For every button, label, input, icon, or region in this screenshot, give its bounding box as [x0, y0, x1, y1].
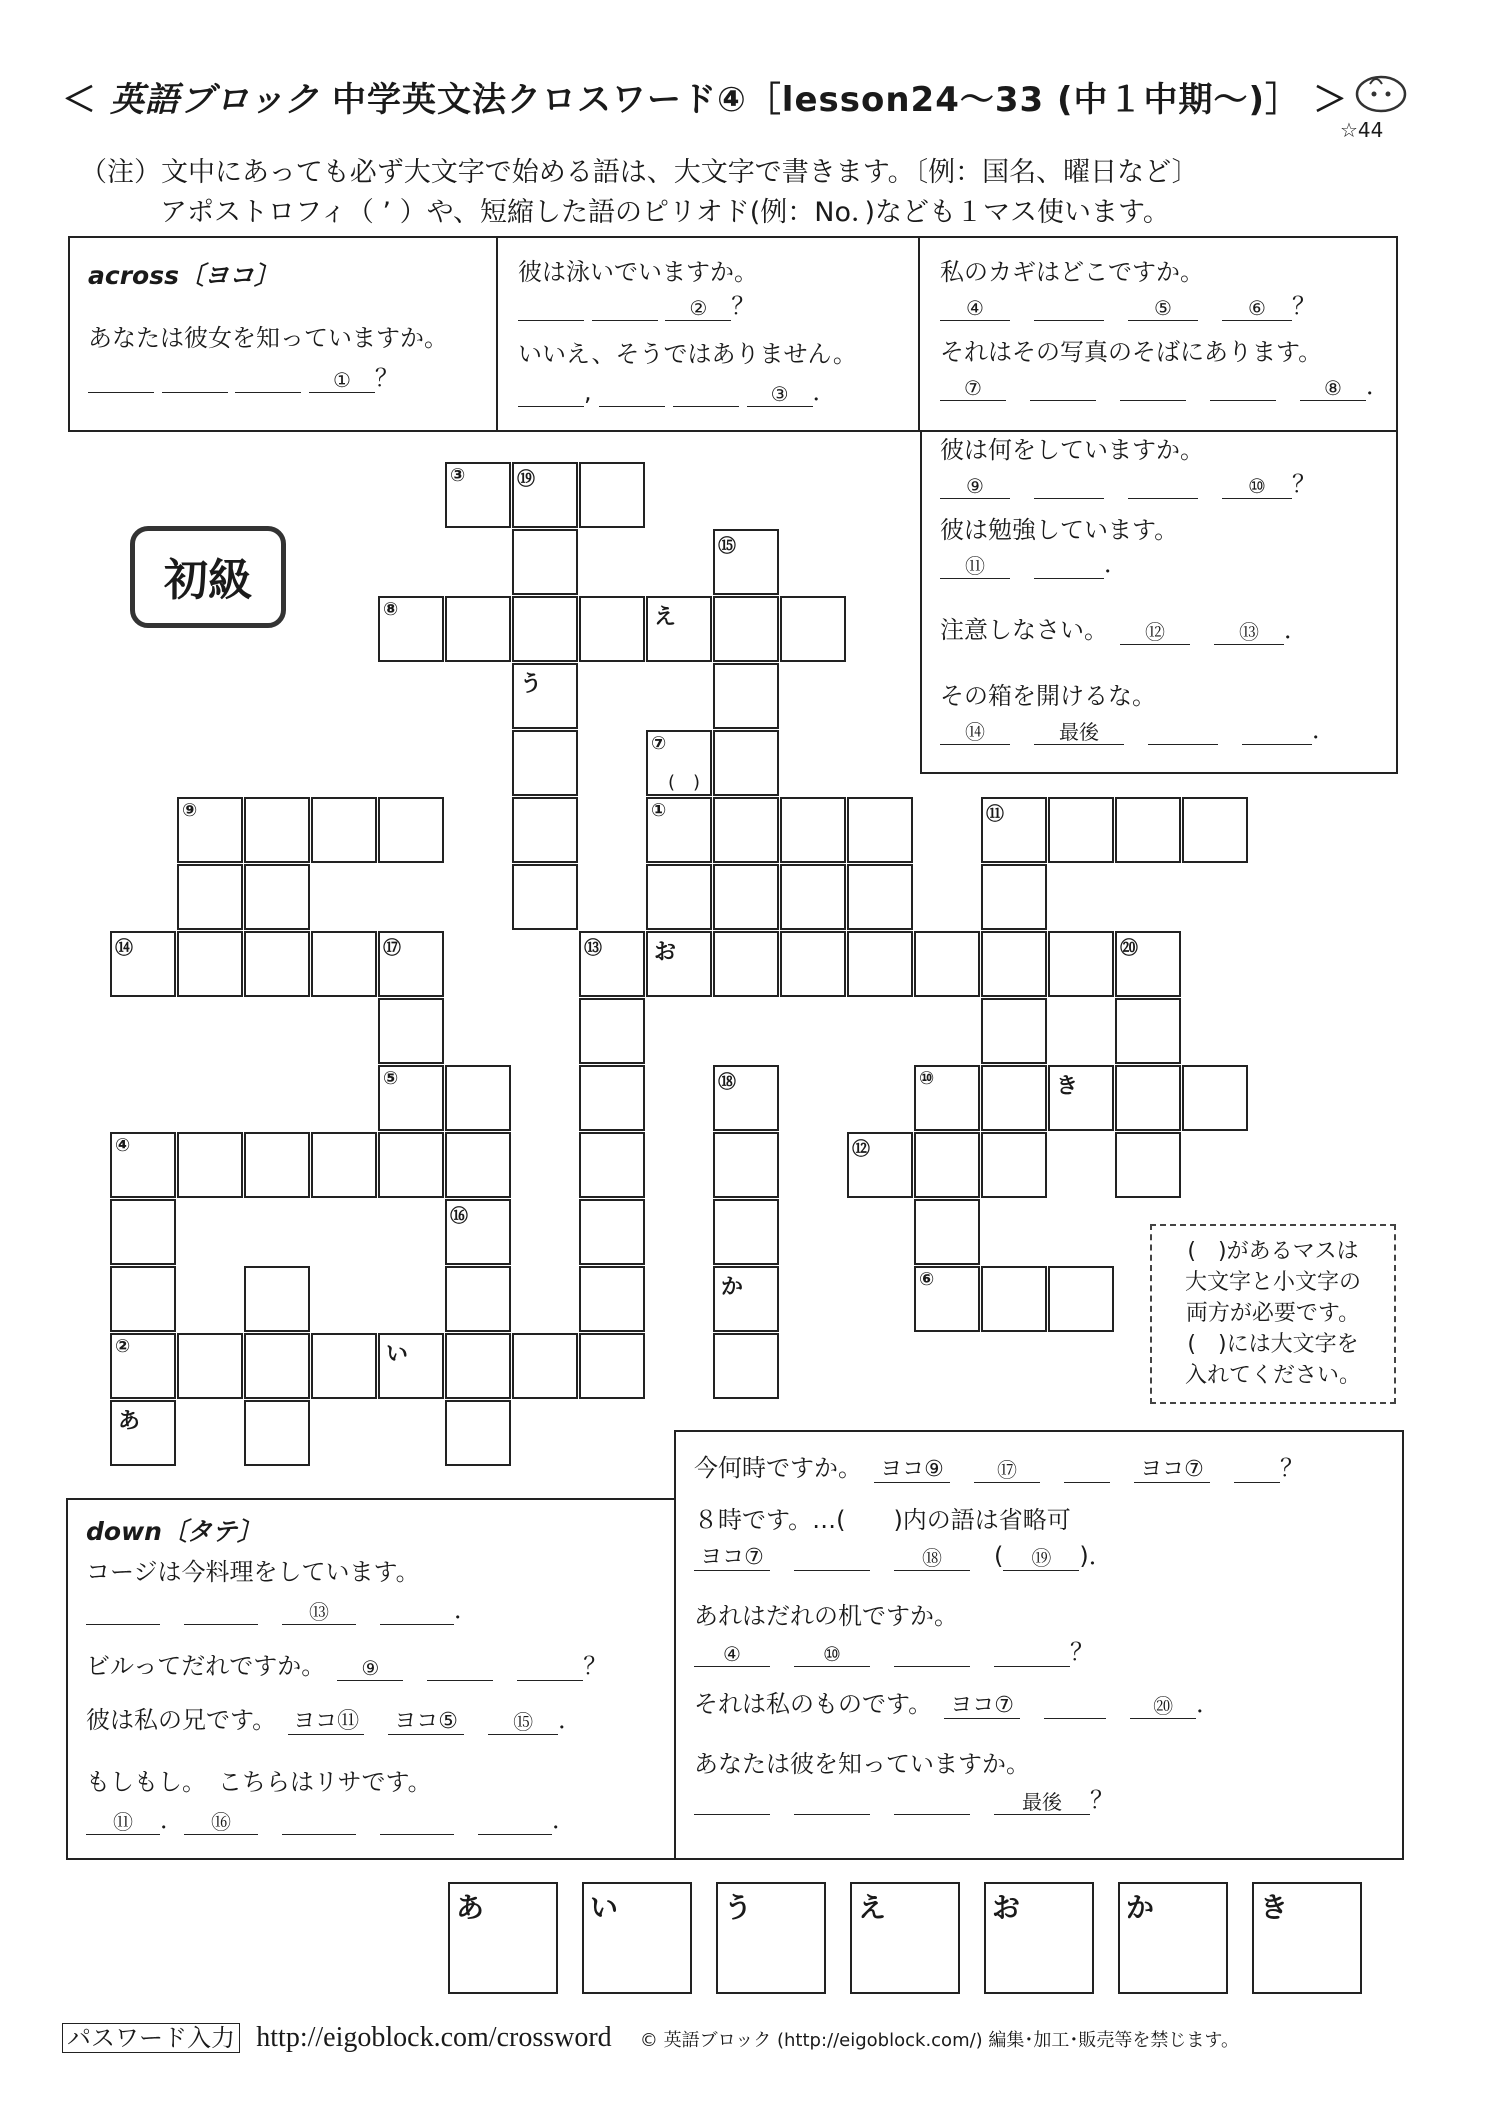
copyright: © 英語ブロック (http://eigoblock.com/) 編集･加工･販売等を禁じます。: [639, 2030, 1239, 2051]
grid-cell[interactable]: [378, 998, 444, 1064]
password-letter-marker: か: [721, 1275, 744, 1300]
grid-cell[interactable]: [378, 931, 444, 997]
grid-cell[interactable]: [646, 864, 712, 930]
clue-text: もしもし。 こちらはリサです。: [86, 1768, 432, 1796]
clue-text: いいえ、そうではありません。: [518, 340, 857, 368]
clue-text: 彼は勉強しています。: [940, 516, 1179, 544]
password-box-label: え: [858, 1891, 887, 1924]
clue-text: 私のカギはどこですか。: [940, 258, 1204, 286]
grid-cell[interactable]: [311, 1132, 377, 1198]
grid-cell[interactable]: [445, 1266, 511, 1332]
grid-cell[interactable]: [981, 797, 1047, 863]
grid-cell[interactable]: [1182, 1065, 1248, 1131]
difficulty-rating: ☆44: [1340, 118, 1384, 142]
grid-cell[interactable]: [244, 864, 310, 930]
grid-cell[interactable]: [110, 931, 176, 997]
grid-cell[interactable]: [177, 931, 243, 997]
clue-number: ⑫: [852, 1139, 870, 1160]
answer-line: , ③ ．: [518, 372, 837, 407]
password-box[interactable]: [1252, 1882, 1362, 1994]
grid-cell[interactable]: [110, 1400, 176, 1466]
password-box-label: う: [724, 1891, 753, 1924]
grid-cell[interactable]: [780, 864, 846, 930]
grid-cell[interactable]: [110, 1333, 176, 1399]
grid-cell[interactable]: [512, 797, 578, 863]
grid-cell[interactable]: [847, 864, 913, 930]
clue-text: 彼は何をしていますか。: [940, 436, 1204, 464]
answer-line: ① ？: [88, 358, 399, 393]
clue-text: その箱を開けるな。: [940, 682, 1156, 710]
grid-cell[interactable]: [110, 1132, 176, 1198]
clue-number: ⑲: [517, 469, 535, 490]
clue-number: ⑪: [986, 804, 1004, 825]
grid-cell[interactable]: [579, 1333, 645, 1399]
grid-cell[interactable]: [512, 663, 578, 729]
mascot-icon: [1352, 70, 1410, 114]
grid-cell[interactable]: [713, 1199, 779, 1265]
answer-line: ⑨ ⑩ ？: [940, 464, 1316, 499]
clue-number: ⑧: [383, 599, 399, 620]
note-line-1: （注）文中にあっても必ず大文字で始める語は、大文字で書きます。〔例：国名、曜日など〕: [80, 157, 1199, 188]
capital-letter-note: ( )があるマスは 大文字と小文字の 両方が必要です。 ( )には大文字を 入れてください。: [1150, 1224, 1396, 1404]
grid-cell[interactable]: [378, 1132, 444, 1198]
divider: [918, 236, 920, 432]
grid-cell[interactable]: [713, 1333, 779, 1399]
grid-cell[interactable]: [445, 1400, 511, 1466]
grid-cell[interactable]: [780, 797, 846, 863]
password-letter-marker: い: [386, 1342, 409, 1367]
grid-cell[interactable]: [579, 596, 645, 662]
password-box-label: あ: [456, 1891, 485, 1924]
answer-line: ヨコ⑦ ⑱ ( ⑲ )．: [694, 1536, 1113, 1571]
grid-cell[interactable]: [713, 1266, 779, 1332]
clue-text: 彼は泳いでいますか。: [518, 258, 758, 286]
answer-line: ② ？: [518, 286, 755, 321]
answer-line: ⑬ ．: [86, 1590, 478, 1625]
grid-cell[interactable]: [378, 596, 444, 662]
password-letter-marker: あ: [118, 1409, 141, 1434]
grid-cell[interactable]: [914, 931, 980, 997]
grid-cell[interactable]: [177, 1132, 243, 1198]
grid-cell[interactable]: [847, 797, 913, 863]
grid-cell[interactable]: [847, 1132, 913, 1198]
grid-cell[interactable]: [512, 1333, 578, 1399]
grid-cell[interactable]: [512, 864, 578, 930]
clue-number: ③: [450, 465, 466, 486]
password-box[interactable]: [448, 1882, 558, 1994]
grid-cell[interactable]: [177, 1333, 243, 1399]
down-heading: down〔タテ〕: [86, 1517, 262, 1546]
crossword-url[interactable]: http://eigoblock.com/crossword: [256, 2022, 612, 2053]
grid-cell[interactable]: [378, 797, 444, 863]
answer-line: それは私のものです。 ヨコ⑦ ⑳ ．: [694, 1690, 1221, 1718]
clue-number: ⑱: [718, 1072, 736, 1093]
grid-cell[interactable]: [713, 596, 779, 662]
grid-cell[interactable]: [646, 730, 712, 796]
answer-line: ⑪ ．: [940, 544, 1128, 579]
grid-cell[interactable]: [981, 864, 1047, 930]
clue-number: ⑦: [651, 733, 667, 754]
footer: [62, 2018, 1239, 2054]
grid-cell[interactable]: [445, 1065, 511, 1131]
clue-number: ⑭: [115, 938, 133, 959]
grid-cell[interactable]: [378, 1333, 444, 1399]
grid-cell[interactable]: [579, 1266, 645, 1332]
grid-cell[interactable]: [244, 1266, 310, 1332]
grid-cell[interactable]: [244, 1333, 310, 1399]
answer-line: 彼は私の兄です。 ヨコ⑪ ヨコ⑤ ⑮ ．: [86, 1706, 583, 1734]
level-badge: 初級: [130, 526, 286, 628]
grid-cell[interactable]: [311, 1333, 377, 1399]
grid-cell[interactable]: [847, 931, 913, 997]
grid-cell[interactable]: [579, 931, 645, 997]
grid-cell[interactable]: [713, 1065, 779, 1131]
grid-cell[interactable]: [579, 1132, 645, 1198]
answer-line: 今何時ですか。 ヨコ⑨ ⑰ ヨコ⑦ ？: [694, 1454, 1304, 1482]
grid-cell[interactable]: [244, 931, 310, 997]
grid-cell[interactable]: [1048, 797, 1114, 863]
grid-cell[interactable]: [445, 596, 511, 662]
note-line-2: アポストロフィ（ ’ ）や、短縮した語のピリオド(例：No．)なども１マス使います。: [160, 197, 1170, 228]
grid-cell[interactable]: [981, 1132, 1047, 1198]
grid-cell[interactable]: [512, 596, 578, 662]
grid-cell[interactable]: [110, 1266, 176, 1332]
grid-cell[interactable]: [244, 797, 310, 863]
password-letter-marker: き: [1056, 1074, 1079, 1099]
grid-cell[interactable]: [579, 998, 645, 1064]
grid-cell[interactable]: [713, 864, 779, 930]
grid-cell[interactable]: [445, 462, 511, 528]
password-box-label: か: [1126, 1891, 1155, 1924]
clue-text: あなたは彼を知っていますか。: [694, 1750, 1030, 1778]
answer-line: 最後 ？: [694, 1780, 1114, 1815]
grid-cell[interactable]: [311, 931, 377, 997]
grid-cell[interactable]: [914, 1132, 980, 1198]
answer-line: ⑭ 最後 ．: [940, 710, 1336, 745]
grid-cell[interactable]: [713, 1132, 779, 1198]
grid-cell[interactable]: [110, 1199, 176, 1265]
answer-line: ビルってだれですか。 ⑨ ？: [86, 1652, 608, 1680]
grid-cell[interactable]: [378, 1065, 444, 1131]
answer-line: 注意しなさい。 ⑫ ⑬ ．: [940, 616, 1308, 644]
password-letter-marker: お: [654, 940, 677, 965]
grid-cell[interactable]: [1048, 1266, 1114, 1332]
clue-number: ⑬: [584, 938, 602, 959]
grid-cell[interactable]: [981, 931, 1047, 997]
grid-cell[interactable]: [981, 998, 1047, 1064]
grid-cell[interactable]: [579, 1199, 645, 1265]
answer-line: ⑦ ⑧ ．: [940, 366, 1390, 401]
grid-cell[interactable]: [512, 730, 578, 796]
grid-cell[interactable]: [1048, 1065, 1114, 1131]
answer-line: ④ ⑤ ⑥ ？: [940, 286, 1316, 321]
password-box-label: お: [992, 1891, 1021, 1924]
clue-number: ②: [115, 1336, 131, 1357]
grid-cell[interactable]: [713, 529, 779, 595]
grid-cell[interactable]: [512, 529, 578, 595]
grid-cell[interactable]: [445, 1132, 511, 1198]
grid-cell[interactable]: [646, 931, 712, 997]
grid-cell[interactable]: [1115, 1065, 1181, 1131]
grid-cell[interactable]: [713, 730, 779, 796]
clue-number: ⑤: [383, 1068, 399, 1089]
grid-cell[interactable]: [445, 1199, 511, 1265]
clue-number: ⑩: [919, 1068, 935, 1089]
clue-number: ⑰: [383, 938, 401, 959]
answer-line: ⑪ ． ⑯ ．: [86, 1800, 576, 1835]
grid-cell[interactable]: [579, 1065, 645, 1131]
page-title: ＜ 英語ブロック 中学英文法クロスワード④［lesson24～33 (中１中期～)］ ＞: [62, 80, 1348, 120]
grid-cell[interactable]: [981, 1266, 1047, 1332]
grid-cell[interactable]: [713, 797, 779, 863]
password-box[interactable]: [984, 1882, 1094, 1994]
grid-cell[interactable]: [713, 663, 779, 729]
grid-cell[interactable]: [1115, 998, 1181, 1064]
grid-cell[interactable]: [177, 864, 243, 930]
password-box-label: き: [1260, 1891, 1289, 1924]
grid-cell[interactable]: [1115, 931, 1181, 997]
grid-cell[interactable]: [311, 797, 377, 863]
grid-cell[interactable]: [1115, 1132, 1181, 1198]
password-letter-marker: え: [654, 605, 677, 630]
clue-number: ⑥: [919, 1269, 935, 1290]
grid-cell[interactable]: [914, 1199, 980, 1265]
grid-cell[interactable]: [244, 1132, 310, 1198]
password-label: パスワード入力: [62, 2023, 240, 2053]
grid-cell[interactable]: [1182, 797, 1248, 863]
password-box[interactable]: [850, 1882, 960, 1994]
clue-text: それはその写真のそばにあります。: [940, 338, 1323, 366]
brand-logo: 英語ブロック: [109, 80, 320, 120]
divider: [496, 236, 498, 432]
clue-text: あなたは彼女を知っていますか。: [88, 324, 448, 352]
grid-cell[interactable]: [780, 596, 846, 662]
grid-cell[interactable]: [177, 797, 243, 863]
password-box[interactable]: [716, 1882, 826, 1994]
clue-text: コージは今料理をしています。: [86, 1558, 420, 1586]
grid-cell[interactable]: [512, 462, 578, 528]
grid-cell[interactable]: [1048, 931, 1114, 997]
clue-number: ⑮: [718, 536, 736, 557]
grid-cell[interactable]: [981, 1065, 1047, 1131]
clue-text: ８時です。…( )内の語は省略可: [694, 1506, 1071, 1534]
password-box-label: い: [590, 1891, 619, 1924]
grid-cell[interactable]: [713, 931, 779, 997]
grid-cell[interactable]: [914, 1266, 980, 1332]
clue-text: あれはだれの机ですか。: [694, 1602, 958, 1630]
grid-cell[interactable]: [646, 596, 712, 662]
across-heading: across〔ヨコ〕: [88, 261, 279, 290]
password-letter-marker: う: [520, 672, 543, 697]
clue-number: ⑨: [182, 800, 198, 821]
clue-number: ⑳: [1120, 938, 1138, 959]
grid-cell[interactable]: [646, 797, 712, 863]
clue-number: ①: [651, 800, 667, 821]
grid-cell[interactable]: [780, 931, 846, 997]
password-box[interactable]: [1118, 1882, 1228, 1994]
clue-number: ④: [115, 1135, 131, 1156]
capital-marker: ( ): [668, 772, 701, 793]
answer-line: ④ ⑩ ？: [694, 1632, 1094, 1667]
password-box[interactable]: [582, 1882, 692, 1994]
grid-cell[interactable]: [445, 1333, 511, 1399]
grid-cell[interactable]: [1115, 797, 1181, 863]
grid-cell[interactable]: [914, 1065, 980, 1131]
grid-cell[interactable]: [579, 462, 645, 528]
grid-cell[interactable]: [244, 1400, 310, 1466]
clue-number: ⑯: [450, 1206, 468, 1227]
